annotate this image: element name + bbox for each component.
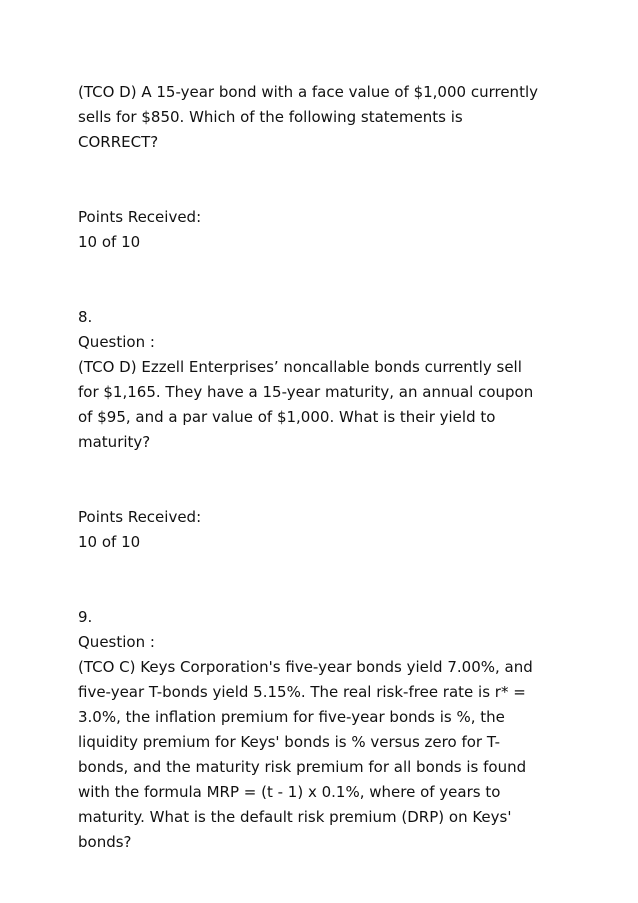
text-line: liquidity premium for Keys' bonds is % versus zero for T- bbox=[78, 733, 501, 751]
text-line: of $95, and a par value of $1,000. What is their yield to bbox=[78, 408, 496, 426]
text-line: with the formula MRP = (t - 1) x 0.1%, where of years to bbox=[78, 783, 501, 801]
spacer bbox=[78, 155, 560, 205]
question-number: 9. bbox=[78, 608, 93, 626]
question-8-points bbox=[78, 505, 560, 555]
document-page bbox=[78, 80, 560, 855]
text-line: sells for $850. Which of the following statements is bbox=[78, 108, 463, 126]
text-line: CORRECT? bbox=[78, 133, 159, 151]
points-label: Points Received: bbox=[78, 508, 202, 526]
question-number: 8. bbox=[78, 308, 93, 326]
spacer bbox=[78, 555, 560, 605]
points-value: 10 of 10 bbox=[78, 233, 141, 251]
text-line: maturity. What is the default risk premium (DRP) on Keys' bbox=[78, 808, 512, 826]
question-label: Question : bbox=[78, 333, 155, 351]
question-label: Question : bbox=[78, 633, 155, 651]
text-line: five-year T-bonds yield 5.15%. The real risk-free rate is r* = bbox=[78, 683, 526, 701]
question-7-points bbox=[78, 205, 560, 255]
text-line: (TCO C) Keys Corporation's five-year bonds yield 7.00%, and bbox=[78, 658, 533, 676]
text-line: (TCO D) A 15-year bond with a face value of $1,000 currently bbox=[78, 83, 538, 101]
text-line: 3.0%, the inflation premium for five-year bonds is %, the bbox=[78, 708, 505, 726]
text-line: (TCO D) Ezzell Enterprises’ noncallable bonds currently sell bbox=[78, 358, 522, 376]
text-line: bonds? bbox=[78, 833, 132, 851]
text-line: for $1,165. They have a 15-year maturity, an annual coupon bbox=[78, 383, 534, 401]
question-7-text bbox=[78, 80, 560, 155]
question-9 bbox=[78, 605, 560, 855]
points-label: Points Received: bbox=[78, 208, 202, 226]
text-line: maturity? bbox=[78, 433, 151, 451]
spacer bbox=[78, 255, 560, 305]
text-line: bonds, and the maturity risk premium for all bonds is found bbox=[78, 758, 527, 776]
points-value: 10 of 10 bbox=[78, 533, 141, 551]
question-8 bbox=[78, 305, 560, 455]
spacer bbox=[78, 455, 560, 505]
